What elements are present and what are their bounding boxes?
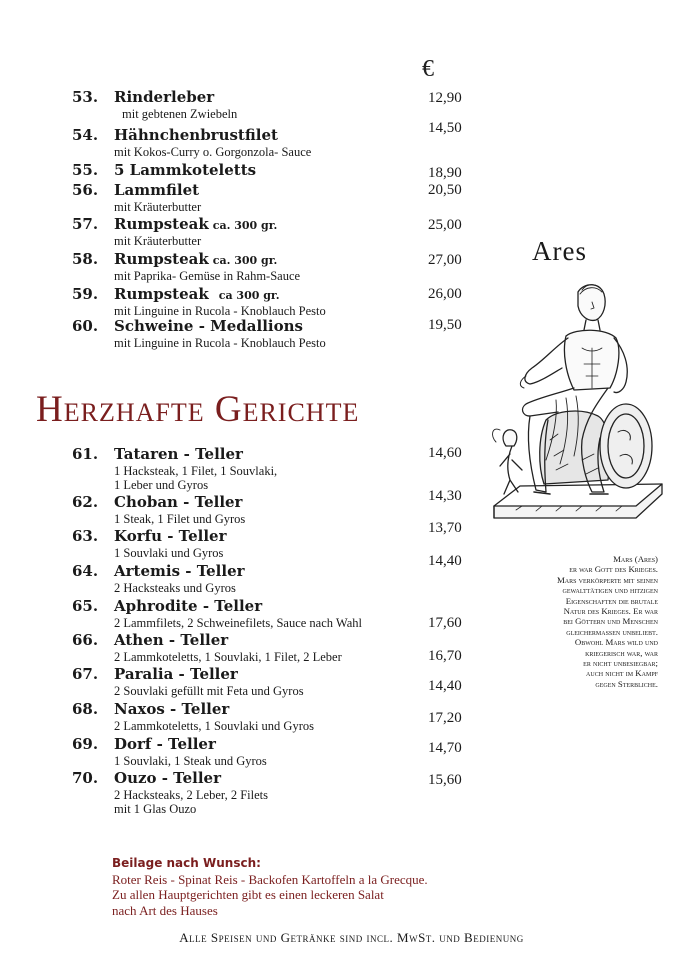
item-name: Schweine - Medallions [114,317,303,335]
item-description: 2 Souvlaki gefüllt mit Feta und Gyros [114,684,304,698]
item-name: Dorf - Teller [114,735,216,753]
item-description-line: mit 1 Glas Ouzo [114,802,197,816]
section-title: Herzhafte Gerichte [36,389,360,430]
ares-statue-illustration [486,270,666,538]
item-price: 14,70 [428,740,462,756]
item-description-line: 2 Hacksteaks, 2 Leber, 2 Filets [114,788,268,802]
item-description: mit Linguine in Rucola - Knoblauch Pesto [114,336,326,350]
item-price: 26,00 [428,286,462,302]
item-price: 14,60 [428,445,462,461]
item-name: Athen - Teller [114,631,229,649]
item-description: 2 Hacksteaks und Gyros [114,581,236,595]
item-name: Artemis - Teller [114,562,245,580]
item-price: 19,50 [428,317,462,333]
item-name: Paralia - Teller [114,665,238,683]
item-weight-note: ca. 300 gr. [212,219,278,232]
side-dish-note [112,856,428,918]
menu-item-54 [0,120,679,166]
item-price: 17,20 [428,710,462,726]
menu-item-70 [0,769,679,819]
item-description-line: 1 Leber und Gyros [114,478,209,492]
item-number: 66. [72,631,99,649]
item-number: 59. [72,285,99,303]
footer-note: Alle Speisen und Getränke sind incl. MwSt. und Bedienung [179,930,524,945]
item-price: 14,40 [428,553,462,569]
item-description [114,788,268,816]
item-description: 1 Souvlaki und Gyros [114,546,224,560]
item-number: 61. [72,445,99,463]
menu-item-53 [0,88,679,128]
caption-line: er nicht unbesiegbar; [583,658,658,669]
item-weight-note: ca. 300 gr. [212,254,278,267]
item-name: Choban - Teller [114,493,243,511]
item-name [114,285,280,303]
item-description: 2 Lammkoteletts, 1 Souvlaki und Gyros [114,719,314,733]
item-price: 17,60 [428,615,462,631]
item-name: Naxos - Teller [114,700,230,718]
item-number: 53. [72,88,99,106]
item-number: 57. [72,215,99,233]
caption-line: Mars verkörperte mit seinen [556,574,658,585]
item-description: mit Kräuterbutter [114,200,202,214]
item-description: mit gebtenen Zwiebeln [122,107,238,121]
item-price: 20,50 [428,182,462,198]
side-dish-line: Zu allen Hauptgerichten gibt es einen leckeren Salat [112,887,384,903]
item-number: 55. [72,161,99,179]
item-name-text: Rumpsteak [114,285,209,303]
caption-line: gewalttätigen und hitzigen [562,585,658,596]
item-description: mit Paprika- Gemüse in Rahm-Sauce [114,269,301,283]
item-number: 60. [72,317,99,335]
item-name: Hähnchenbrustfilet [114,126,278,144]
item-price: 12,90 [428,90,462,106]
caption-line: Natur des Krieges. Er war [563,606,658,617]
item-number: 63. [72,527,99,545]
item-description: 2 Lammfilets, 2 Schweinefilets, Sauce nach Wahl [114,616,362,630]
item-description: 1 Souvlaki, 1 Steak und Gyros [114,754,267,768]
item-number: 64. [72,562,99,580]
item-price: 25,00 [428,217,462,233]
item-price: 14,30 [428,488,462,504]
item-name-text: Rumpsteak [114,250,209,268]
item-name: Lammfilet [114,181,200,199]
item-price: 13,70 [428,520,462,536]
item-price: 14,50 [428,120,462,136]
item-description: 1 Steak, 1 Filet und Gyros [114,512,246,526]
item-number: 62. [72,493,99,511]
caption-line: Obwohl Mars wild und [574,637,658,648]
caption-line: gegen Sterbliche. [595,678,658,689]
caption-line: bei Göttern und Menschen [563,616,658,627]
item-number: 58. [72,250,99,268]
item-name: Aphrodite - Teller [114,597,263,615]
item-number: 54. [72,126,99,144]
item-description-line: 1 Hacksteak, 1 Filet, 1 Souvlaki, [114,464,278,478]
side-dish-line: Roter Reis - Spinat Reis - Backofen Kartoffeln a la Grecque. [112,871,428,887]
item-description [114,464,277,492]
item-description: 2 Lammkoteletts, 1 Souvlaki, 1 Filet, 2 Leber [114,650,342,664]
side-dish-heading: Beilage nach Wunsch: [112,856,261,870]
item-description: mit Linguine in Rucola - Knoblauch Pesto [114,304,326,318]
item-name-text: Rumpsteak [114,215,209,233]
ares-title: Ares [532,236,587,266]
item-number: 56. [72,181,99,199]
item-price: 27,00 [428,252,462,268]
caption-line: gleichermassen unbeliebt. [566,626,658,637]
item-name [114,250,277,268]
side-dish-line: nach Art des Hauses [112,902,218,918]
item-name: Tataren - Teller [114,445,243,463]
caption-line: auch nicht im Kampf [586,668,658,679]
item-number: 65. [72,597,99,615]
item-number: 70. [72,769,99,787]
item-weight-note: ca 300 gr. [218,289,280,302]
item-price: 16,70 [428,648,462,664]
caption-line: kriegerisch war, war [585,647,658,658]
caption-line: er war Gott des Krieges. [569,564,658,575]
item-name: Rinderleber [114,88,215,106]
item-name: Ouzo - Teller [114,769,221,787]
item-number: 69. [72,735,99,753]
currency-symbol: € [422,56,434,82]
item-number: 68. [72,700,99,718]
menu-item-68 [0,700,679,740]
item-price: 18,90 [428,165,462,181]
item-number: 67. [72,665,99,683]
item-description: mit Kräuterbutter [114,234,202,248]
item-name: Korfu - Teller [114,527,227,545]
caption-line: Eigenschaften die brutale [565,595,658,606]
item-description: mit Kokos-Curry o. Gorgonzola- Sauce [114,145,312,159]
item-price: 14,40 [428,678,462,694]
ares-caption [486,554,658,689]
item-name [114,215,277,233]
caption-line: Mars (Ares) [613,554,658,564]
item-name: 5 Lammkoteletts [114,161,257,179]
item-price: 15,60 [428,772,462,788]
